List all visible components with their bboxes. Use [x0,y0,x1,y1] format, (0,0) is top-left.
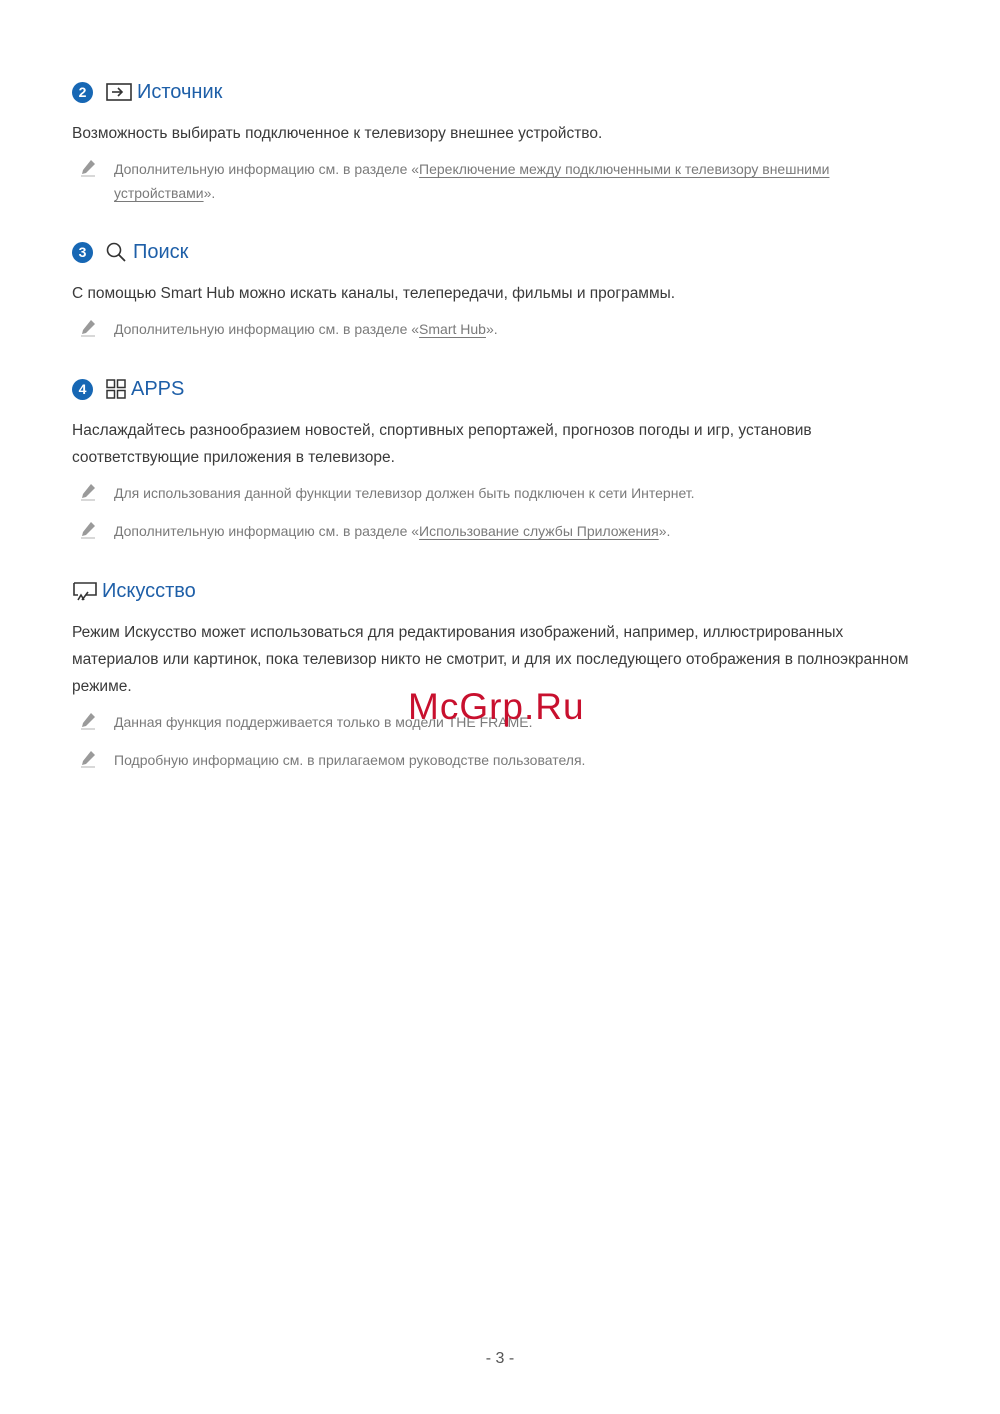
pencil-icon [80,750,96,768]
note-suffix: ». [658,523,671,539]
section-search [72,238,932,341]
section-body: С помощью Smart Hub можно искать каналы, телепередачи, фильмы и программы. [72,285,676,302]
apps-icon [105,378,127,400]
section-heading [72,577,932,605]
note-link[interactable]: Smart Hub [419,321,486,337]
note-text: Данная функция поддерживается только в модели THE FRAME. [114,714,533,730]
note-prefix: Дополнительную информацию см. в разделе « [114,523,420,539]
search-icon [105,241,129,263]
section-body: Возможность выбирать подключенное к телевизору внешнее устройство. [72,125,603,142]
note [72,157,932,205]
note [72,748,932,772]
note-prefix: Дополнительную информацию см. в разделе « [114,321,420,337]
art-icon [72,580,98,602]
section-heading [72,375,932,403]
section-title: Искусство [102,579,196,602]
note-link[interactable]: Переключение между подключенными к телевизору внешними устройствами [114,161,830,201]
section-number-badge: 2 [72,82,93,103]
section-title: Источник [137,80,223,103]
section-heading [72,238,932,266]
section-heading [72,78,932,106]
pencil-icon [80,483,96,501]
pencil-icon [80,521,96,539]
note-text: Подробную информацию см. в прилагаемом руководстве пользователя. [114,752,586,768]
section-art [72,577,932,772]
pencil-icon [80,712,96,730]
page-number: - 3 - [485,1350,515,1367]
note [72,317,932,341]
note [72,481,932,505]
note-text: Для использования данной функции телевизор должен быть подключен к сети Интернет. [114,485,695,501]
section-body: Режим Искусство может использоваться для редактирования изображений, например, иллюстрированных материалов или картинок, пока телевизор никто не смотрит, и для их последующего отображения в полноэкранном режиме. [72,624,909,695]
note [72,519,932,543]
section-body: Наслаждайтесь разнообразием новостей, спортивных репортажей, прогнозов погоды и игр, установив соответствующие приложения в телевизоре. [72,422,812,466]
note-suffix: ». [485,321,498,337]
section-title: Поиск [133,240,189,263]
note-link[interactable]: Использование службы Приложения [419,523,659,539]
section-source [72,78,932,205]
section-number-badge: 4 [72,379,93,400]
section-title: APPS [131,377,185,400]
note-prefix: Дополнительную информацию см. в разделе « [114,161,420,177]
section-number-badge: 3 [72,242,93,263]
note-suffix: ». [203,185,216,201]
pencil-icon [80,159,96,177]
pencil-icon [80,319,96,337]
source-icon [105,81,133,103]
section-apps [72,375,932,543]
watermark: McGrp.Ru [408,686,585,727]
